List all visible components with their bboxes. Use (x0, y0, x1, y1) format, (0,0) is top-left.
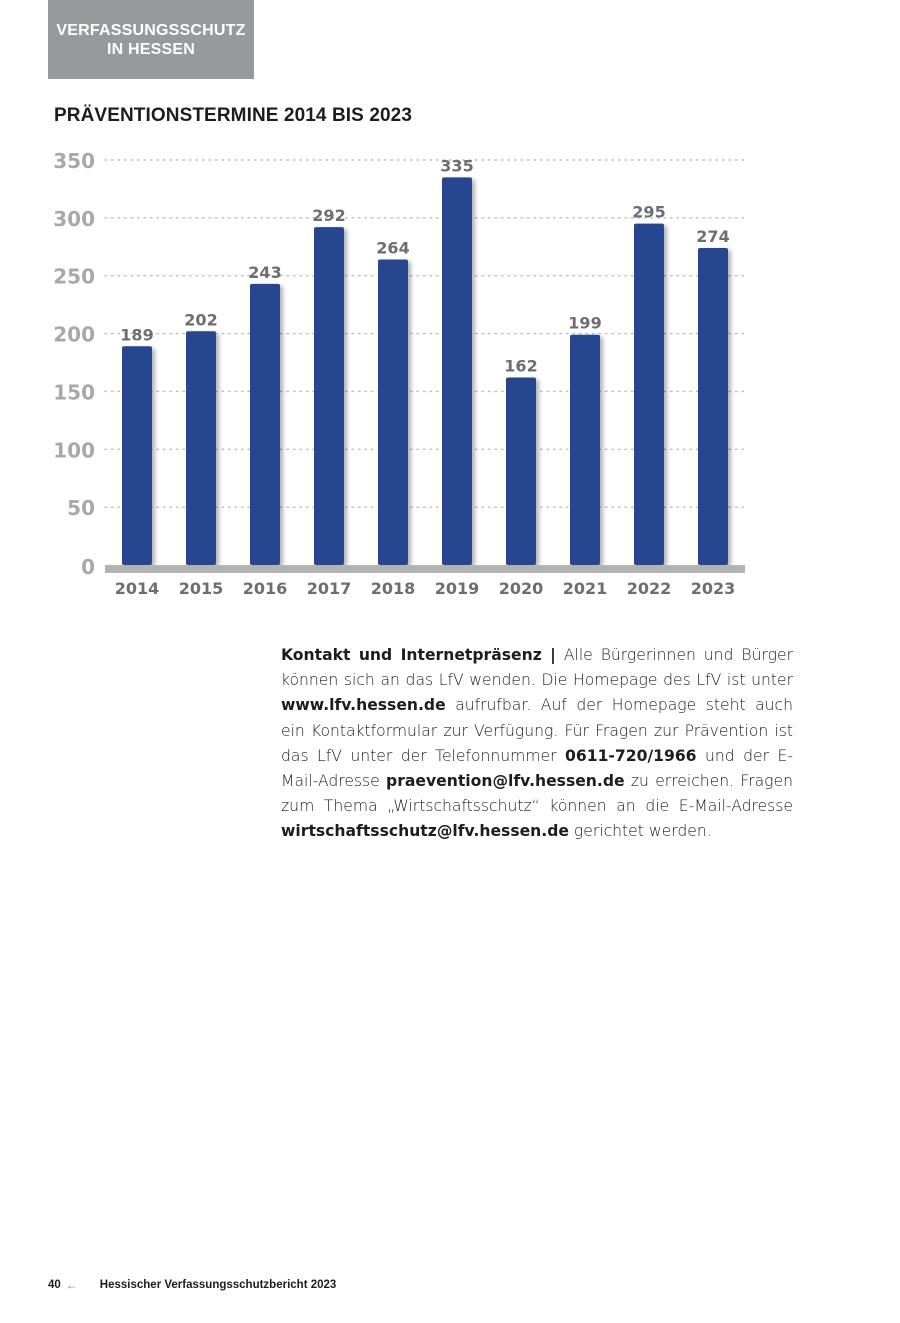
section-header-tab (48, 0, 254, 79)
x-tick-label-2018: 2018 (370, 579, 416, 598)
x-axis-baseline (105, 565, 745, 573)
chart-title: PRÄVENTIONSTERMINE 2014 BIS 2023 (54, 105, 412, 126)
bar-2014 (122, 346, 152, 565)
bar-2020 (506, 378, 536, 565)
contact-text-2: aufrufbar. Auf der Homepage steht auch ein Kontaktformular zur Verfügung. Für Fragen zur Prävention ist das LfV unter der Telefonnummer (281, 696, 793, 765)
bar-2022 (634, 224, 664, 565)
bar-2016 (250, 284, 280, 565)
y-tick-label: 350 (53, 149, 95, 173)
page-number: 40 (48, 1279, 61, 1291)
bar-2017 (314, 227, 344, 565)
y-tick-label: 100 (53, 438, 95, 463)
value-label-2016: 243 (248, 262, 282, 282)
x-axis (105, 565, 745, 573)
value-label-2015: 202 (184, 310, 218, 330)
y-tick-label: 0 (81, 555, 95, 579)
y-tick-label: 50 (67, 496, 95, 521)
report-title: Hessischer Verfassungsschutzbericht 2023 (99, 1279, 337, 1291)
homepage-link[interactable]: www.lfv.hessen.de (281, 696, 446, 715)
value-label-2022: 295 (632, 202, 666, 222)
contact-paragraph (281, 643, 793, 845)
y-axis-ticks (53, 149, 95, 579)
y-tick-label: 200 (53, 322, 95, 347)
section-header-line1: VERFASSUNGSSCHUTZ (56, 21, 246, 39)
x-tick-label-2017: 2017 (306, 579, 352, 598)
y-tick-label: 150 (53, 380, 95, 405)
x-tick-label-2016: 2016 (242, 579, 288, 598)
bar-2019 (442, 177, 472, 565)
economic-protection-email-link[interactable]: wirtschaftsschutz@lfv.hessen.de (281, 822, 569, 841)
contact-text-4: zu erreichen. Fragen zum Thema „Wirtschaftsschutz“ können an die E-Mail-Adresse (281, 772, 794, 816)
value-label-2021: 199 (568, 313, 602, 333)
contact-text-3: und der E-Mail-Adresse (281, 746, 793, 791)
bar-chart (0, 140, 900, 610)
contact-text-5: gerichtet werden. (568, 822, 712, 841)
x-tick-label-2020: 2020 (498, 579, 544, 598)
contact-text-1: Alle Bürgerinnen und Bürger können sich an das LfV wenden. Die Homepage des LfV ist unter (281, 646, 793, 690)
contact-heading: Kontakt und Internetpräsenz | (281, 646, 556, 664)
bar-2023 (698, 248, 728, 565)
x-tick-label-2021: 2021 (562, 579, 608, 598)
bar-2018 (378, 260, 408, 565)
x-axis-ticks (115, 579, 736, 598)
value-label-2019: 335 (440, 156, 474, 176)
bar-2015 (186, 331, 216, 565)
value-label-2017: 292 (312, 206, 346, 226)
y-tick-label: 250 (53, 264, 95, 289)
section-header-line2: IN HESSEN (106, 40, 196, 58)
x-tick-label-2019: 2019 (434, 579, 480, 598)
value-label-2014: 189 (120, 325, 154, 345)
prevention-email-link[interactable]: praevention@lfv.hessen.de (386, 772, 625, 791)
value-label-2023: 274 (696, 226, 730, 246)
y-tick-label: 300 (53, 206, 95, 231)
value-label-2018: 264 (376, 238, 410, 258)
x-tick-label-2015: 2015 (178, 579, 224, 598)
x-tick-label-2023: 2023 (690, 579, 736, 598)
arrow-left-icon: ← (65, 1278, 78, 1292)
bar-2021 (570, 335, 600, 565)
page-footer (48, 1278, 336, 1292)
value-label-2020: 162 (504, 356, 538, 376)
phone-number: 0611-720/1966 (565, 746, 697, 765)
x-tick-label-2022: 2022 (626, 579, 672, 598)
x-tick-label-2014: 2014 (114, 579, 160, 598)
